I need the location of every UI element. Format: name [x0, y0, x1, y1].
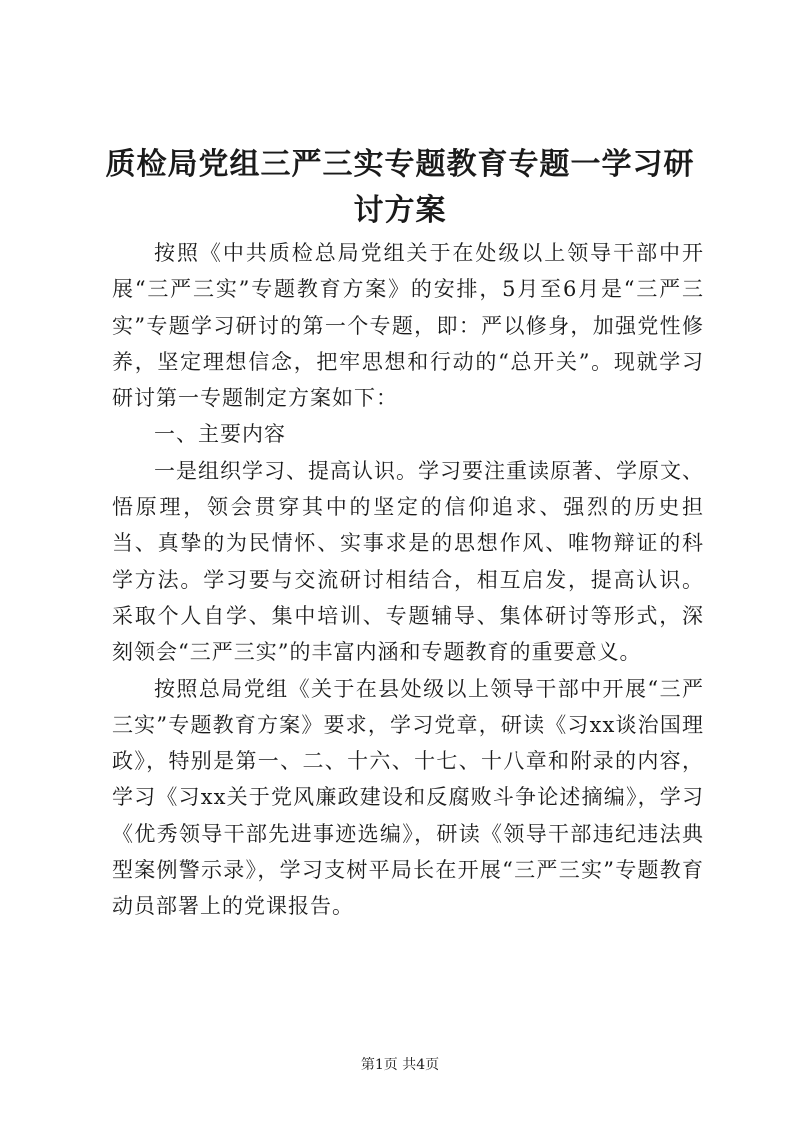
document-body: [112, 235, 704, 925]
section-heading: 一、主要内容: [154, 422, 286, 447]
document-title: 质检局党组三严三实专题教育专题一学习研讨方案: [105, 147, 695, 228]
page-footer: 第1页 共4页: [360, 1057, 440, 1073]
paragraph-study: 一是组织学习、提高认识。学习要注重读原著、学原文、悟原理，领会贯穿其中的坚定的信仰追求、强烈的历史担当、真挚的为民情怀、实事求是的思想作风、唯物辩证的科学方法。学习要与交流研讨相结合，相互启发，提高认识。采取个人自学、集中培训、专题辅导、集体研讨等形式，深刻领会“三严三实”的丰富内涵和专题教育的重要意义。: [112, 458, 704, 665]
paragraph-requirements: 按照总局党组《关于在县处级以上领导干部中开展“三严三实”专题教育方案》要求，学习党章，研读《习xx谈治国理政》，特别是第一、二、十六、十七、十八章和附录的内容，学习《习xx关于党风廉政建设和反腐败斗争论述摘编》，学习《优秀领导干部先进事迹选编》，研读《领导干部违纪违法典型案例警示录》，学习支树平局长在开展“三严三实”专题教育动员部署上的党课报告。: [112, 676, 704, 919]
paragraph-intro: 按照《中共质检总局党组关于在处级以上领导干部中开展“三严三实”专题教育方案》的安排，5月至6月是“三严三实”专题学习研讨的第一个专题，即：严以修身，加强党性修养，坚定理想信念，把牢思想和行动的“总开关”。现就学习研讨第一专题制定方案如下：: [112, 241, 704, 411]
